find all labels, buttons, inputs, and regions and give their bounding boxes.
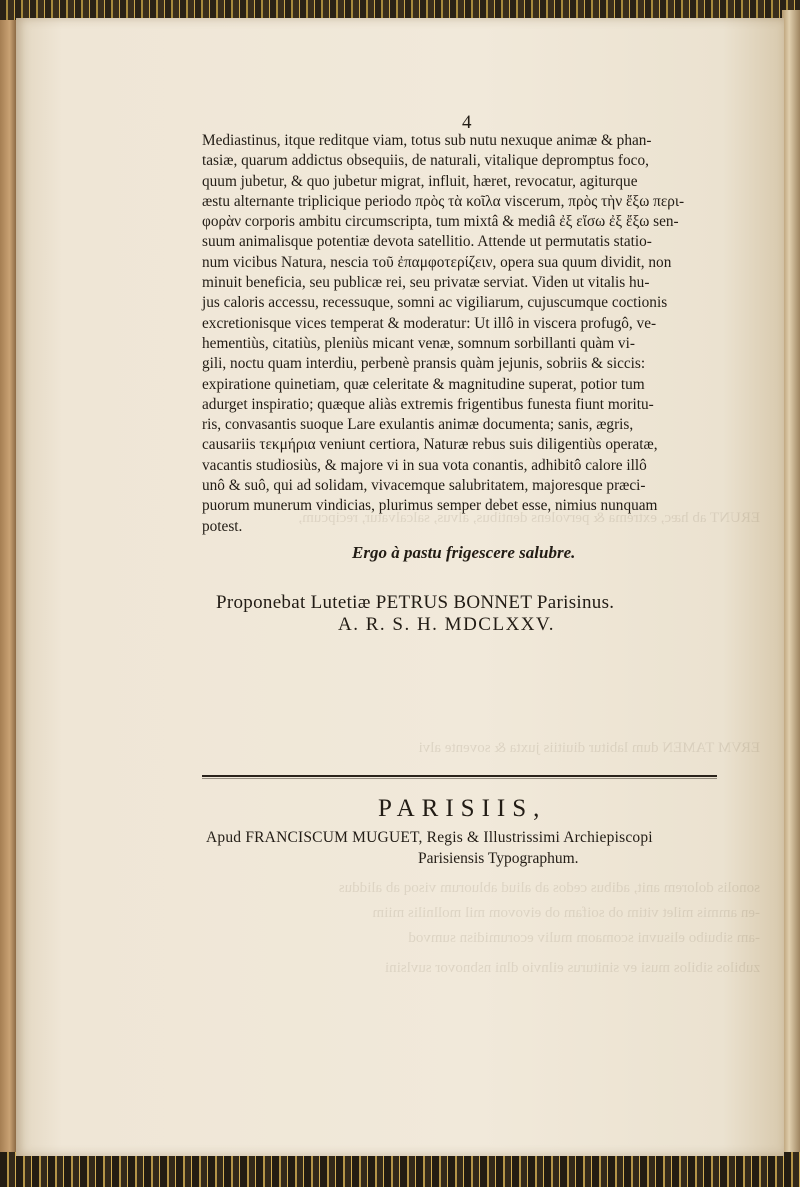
show-through-text: -en ammis milet vitim ob soifam ob eivovom mil mollnilis miim [372, 905, 760, 921]
text-line: φορὰν corporis ambitu circumscripta, tum mixtâ & mediâ ἐξ εἴσω ἐξ ἔξω sen- [202, 213, 679, 231]
gilt-border-bottom [0, 1152, 800, 1187]
text-line: æstu alternante triplicique periodo πρὸς τὰ κοῖλα viscerum, πρὸς τὴν ἔξω περι- [202, 192, 685, 210]
show-through-text: sonolis dolorem anit, adibus cedos ab aliud abluorum visoq ab aliddus [338, 880, 760, 896]
thesis-conclusion: Ergo à pastu frigescere salubre. [352, 543, 576, 562]
text-line: hementiùs, citatiùs, pleniùs micant venæ, somnum sorbillanti quàm vi- [202, 334, 635, 352]
text-line: gili, noctu quam interdiu, perbenè pransis quàm jejunis, sobriis & siccis: [202, 355, 646, 373]
show-through-text: -am sibuibo elisuvni scomaom muliv ecorumidisn sumvod [408, 930, 760, 946]
date-line: A. R. S. H. MDCLXXV. [338, 614, 556, 635]
page-number: 4 [462, 112, 472, 133]
text-line: Mediastinus, itque reditque viam, totus sub nutu nexuque animæ & phan- [202, 132, 652, 149]
text-line: expiratione quinetiam, quæ celeritate & magnitudine superat, potior tum [202, 375, 645, 393]
proponent-line: Proponebat Lutetiæ PETRUS BONNET Parisinus. [216, 592, 615, 613]
body-paragraph [202, 131, 740, 537]
text-line: adurget inspiratio; quæque aliàs extremis frigentibus funesta fiunt moritu- [202, 395, 654, 413]
show-through-text: ERVM TAMEN dum labitur diuitiis juxta & sovente alvi [418, 740, 760, 756]
text-line: quum jubetur, & quo jubetur migrat, influit, hæret, revocatur, agiturque [202, 172, 638, 190]
imprint-place: PARISIIS, [378, 795, 547, 822]
imprint-printer: Apud FRANCISCUM MUGUET, Regis & Illustrissimi Archiepiscopi [206, 829, 653, 846]
text-line: num vicibus Natura, nescia τοῦ ἐπαμφοτερίζειν, opera sua quum dividit, non [202, 253, 672, 271]
text-line: causariis τεκμήρια veniunt certiora, Naturæ rebus suis diligentiùs operatæ, [202, 436, 658, 454]
horizontal-rule [202, 775, 717, 777]
text-line: jus caloris accessu, recessuque, somni ac vigiliarum, cujuscumque coctionis [202, 294, 668, 312]
text-line: potest. [202, 517, 243, 535]
text-line: excretionisque vices temperat & moderatur: Ut illô in viscera profugô, ve- [202, 314, 657, 332]
text-line: puorum munerum vindicias, plurimus semper debet esse, nimius nunquam [202, 497, 658, 515]
text-line: vacantis studiosiùs, & majore vi in sua vota conantis, adhibitô calore illô [202, 456, 647, 474]
page-edge-left [0, 20, 16, 1160]
show-through-text: zubilos sibilos musi ev siniturus eilnvio dlni nsbnovor suvlsini [384, 960, 760, 976]
text-line: suum animalisque potentiæ devota satellitio. Attende ut permutatis statio- [202, 233, 652, 251]
horizontal-rule-thin [202, 778, 717, 779]
text-line: minuit beneficia, seu publicæ rei, seu privatæ serviat. Viden ut vitalis hu- [202, 274, 650, 292]
page-stack-right [782, 10, 800, 1160]
imprint-printer-title: Parisiensis Typographum. [418, 850, 579, 867]
text-line: unô & suô, qui ad solidam, vivacemque salubritatem, majoresque præci- [202, 477, 646, 495]
text-line: tasiæ, quarum addictus obsequiis, de naturali, vitalique depromptus foco, [202, 152, 649, 170]
text-line: ris, convasantis suoque Lare exulantis animæ documenta; sanis, ægris, [202, 416, 634, 434]
show-through-text: ERUNT ab hæc, extrema & pervolens dentibus, alvus, salcalvatur, recipcum, [298, 510, 760, 526]
